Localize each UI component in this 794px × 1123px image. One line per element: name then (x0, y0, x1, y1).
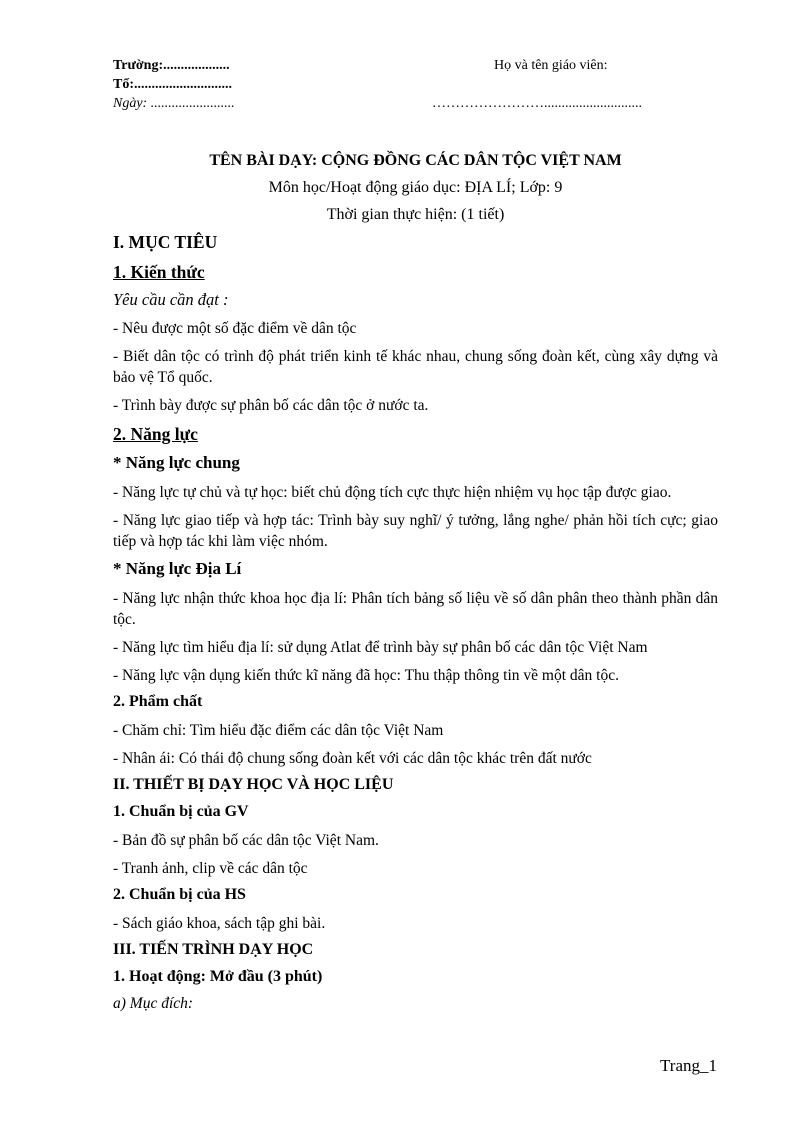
section-process: III. TIẾN TRÌNH DẠY HỌC (113, 941, 314, 958)
quality-item: - Nhân ái: Có thái độ chung sống đoàn kết với các dân tộc khác trên đất nước (113, 750, 592, 767)
activity-purpose-label: a) Mục đích: (113, 995, 194, 1012)
geography-competence-item: - Năng lực vận dụng kiến thức kĩ năng đã học: Thu thập thông tin về một dân tộc. (113, 667, 619, 684)
heading-activity-intro: 1. Hoạt động: Mở đầu (3 phút) (113, 968, 323, 985)
heading-student-prep: 2. Chuẩn bị của HS (113, 886, 246, 903)
heading-teacher-prep: 1. Chuẩn bị của GV (113, 803, 249, 820)
teacher-prep-item: - Bản đồ sự phân bố các dân tộc Việt Nam. (113, 832, 379, 849)
school-field: Trường:................... (113, 58, 230, 73)
subject-line: Môn học/Hoạt động giáo dục: ĐỊA LÍ; Lớp: 9 (268, 179, 563, 196)
heading-knowledge: 1. Kiến thức (113, 262, 205, 282)
quality-item: - Chăm chỉ: Tìm hiểu đặc điểm các dân tộc Việt Nam (113, 722, 444, 739)
requirement-label: Yêu cầu cần đạt : (113, 290, 229, 309)
heading-general-competence: * Năng lực chung (113, 453, 240, 472)
teacher-name-dots: ……………………............................ (432, 96, 642, 111)
date-field: Ngày: ........................ (113, 96, 235, 111)
general-competence-item: - Năng lực tự chủ và tự học: biết chủ động tích cực thực hiện nhiệm vụ học tập được giao. (113, 484, 672, 501)
general-competence-item: - Năng lực giao tiếp và hợp tác: Trình bày suy nghĩ/ ý tưởng, lắng nghe/ phản hồi tích cực; giao tiếp và hợp tác khi làm việc nhóm. (113, 512, 718, 550)
heading-geography-competence: * Năng lực Địa Lí (113, 559, 242, 578)
knowledge-item: - Nêu được một số đặc điểm về dân tộc (113, 320, 357, 337)
knowledge-item: - Trình bày được sự phân bố các dân tộc ở nước ta. (113, 397, 429, 414)
department-field: Tổ:............................ (113, 77, 232, 92)
heading-competence: 2. Năng lực (113, 424, 198, 444)
duration-line: Thời gian thực hiện: (1 tiết) (326, 206, 505, 223)
knowledge-item: - Biết dân tộc có trình độ phát triển kinh tế khác nhau, chung sống đoàn kết, cùng xây dựng và bảo vệ Tổ quốc. (113, 348, 718, 386)
heading-qualities: 2. Phẩm chất (113, 693, 203, 710)
page-number: Trang_1 (660, 1056, 717, 1075)
student-prep-item: - Sách giáo khoa, sách tập ghi bài. (113, 915, 326, 932)
teacher-prep-item: - Tranh ảnh, clip về các dân tộc (113, 860, 308, 877)
teacher-label: Họ và tên giáo viên: (494, 58, 608, 73)
section-objectives: I. MỤC TIÊU (113, 232, 218, 252)
section-equipment: II. THIẾT BỊ DẠY HỌC VÀ HỌC LIỆU (113, 776, 394, 793)
geography-competence-item: - Năng lực nhận thức khoa học địa lí: Phân tích bảng số liệu về số dân phân theo thành phần dân tộc. (113, 590, 718, 628)
lesson-title: TÊN BÀI DẠY: CỘNG ĐỒNG CÁC DÂN TỘC VIỆT NAM (209, 152, 622, 169)
lesson-body (113, 230, 718, 1015)
geography-competence-item: - Năng lực tìm hiểu địa lí: sử dụng Atlat để trình bày sự phân bố các dân tộc Việt Nam (113, 639, 648, 656)
